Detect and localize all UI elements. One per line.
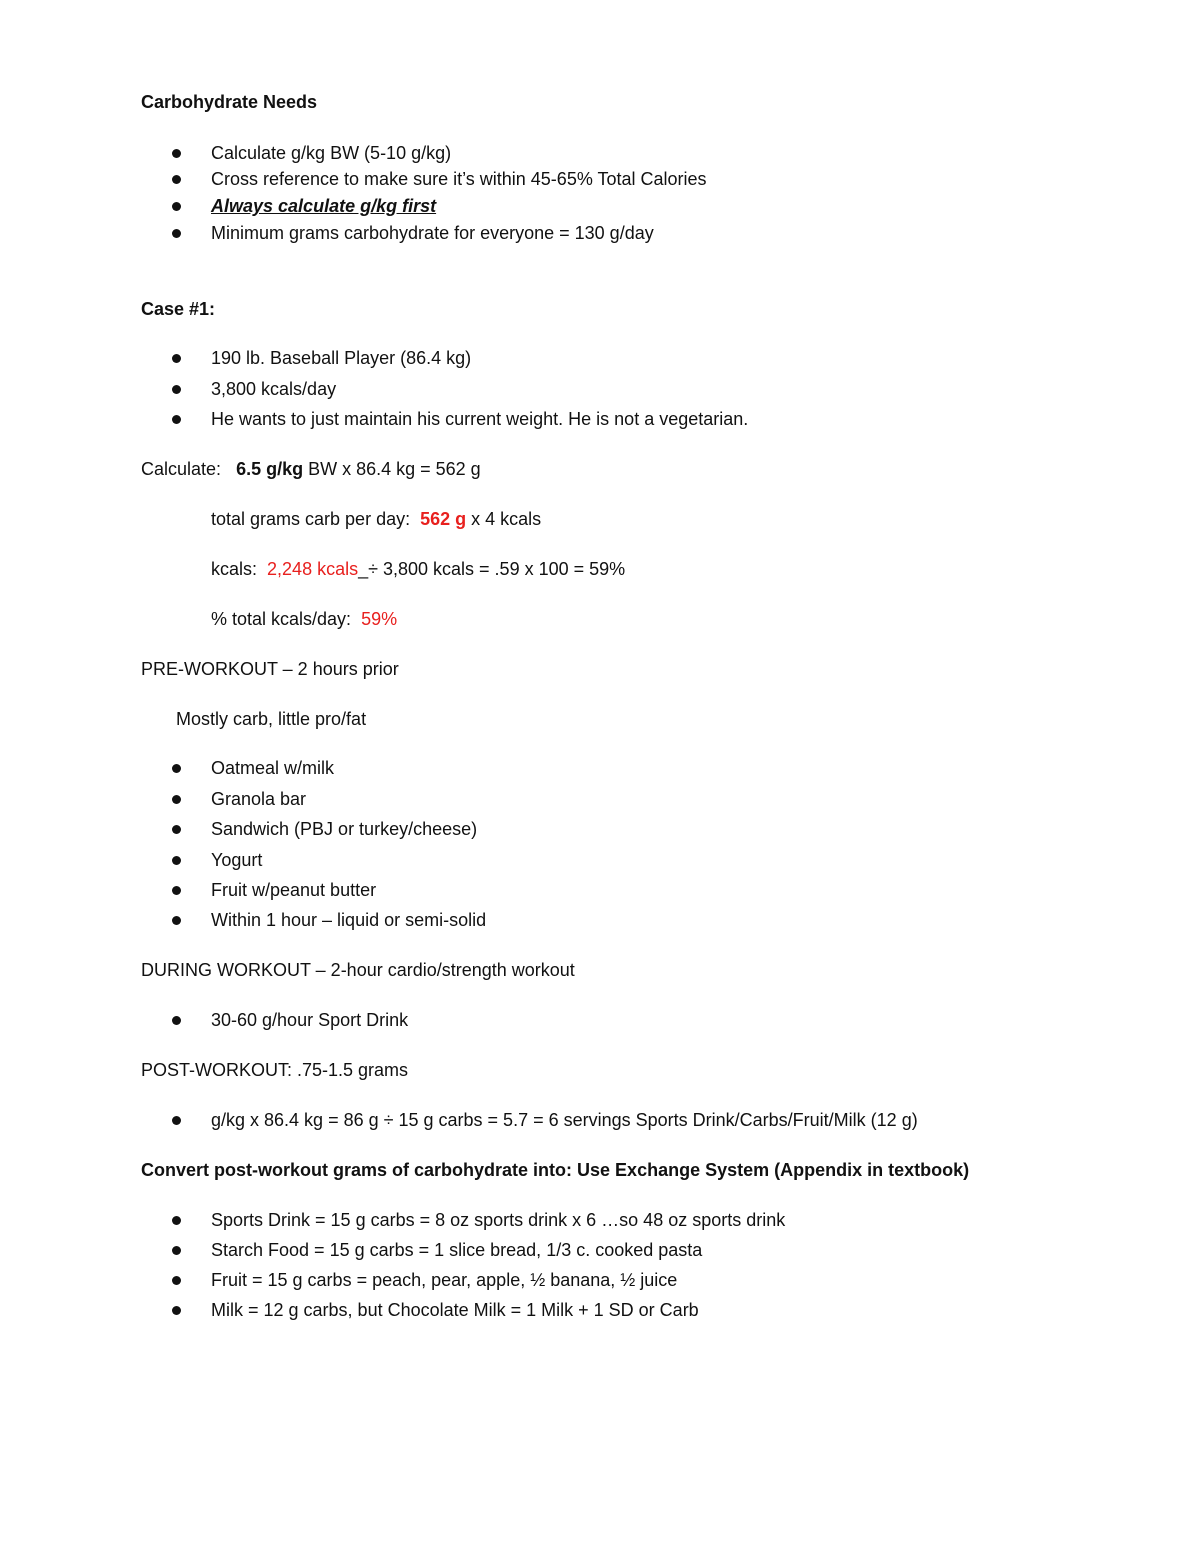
- pre-workout-heading: PRE-WORKOUT – 2 hours prior: [141, 659, 399, 679]
- grams-rest: x 4 kcals: [466, 509, 542, 529]
- pre-workout-sub: Mostly carb, little pro/fat: [176, 709, 367, 729]
- during-workout-heading: DURING WORKOUT – 2-hour cardio/strength workout: [141, 960, 575, 980]
- bullet-icon: [172, 1216, 181, 1225]
- list-item: Minimum grams carbohydrate for everyone = 130 g/day: [211, 223, 654, 243]
- grams-value: 562 g: [420, 509, 467, 529]
- list-item: He wants to just maintain his current weight. He is not a vegetarian.: [211, 409, 749, 429]
- list-item: 30-60 g/hour Sport Drink: [211, 1010, 409, 1030]
- percent-line: [211, 608, 397, 630]
- list-item: Fruit = 15 g carbs = peach, pear, apple, ½ banana, ½ juice: [211, 1270, 678, 1290]
- list-item: Oatmeal w/milk: [211, 758, 335, 778]
- bullet-icon: [172, 175, 181, 184]
- kcals-line: [211, 558, 625, 580]
- list-item: g/kg x 86.4 kg = 86 g ÷ 15 g carbs = 5.7 = 6 servings Sports Drink/Carbs/Fruit/Milk (12 g): [211, 1110, 918, 1130]
- bullet-icon: [172, 886, 181, 895]
- bullet-icon: [172, 1246, 181, 1255]
- list-item: Granola bar: [211, 789, 307, 809]
- kcals-label: kcals:: [211, 559, 258, 579]
- section-heading: Carbohydrate Needs: [141, 92, 318, 112]
- case-title: Case #1:: [141, 299, 216, 319]
- convert-heading: Convert post-workout grams of carbohydrate into: Use Exchange System (Appendix in textbook): [141, 1160, 970, 1180]
- list-item: Fruit w/peanut butter: [211, 880, 377, 900]
- percent-label: % total kcals/day:: [211, 609, 352, 629]
- list-item: Sandwich (PBJ or turkey/cheese): [211, 819, 478, 839]
- bullet-icon: [172, 916, 181, 925]
- calculate-line: [141, 458, 481, 480]
- calculate-ratio: 6.5 g/kg: [236, 459, 304, 479]
- bullet-icon: [172, 825, 181, 834]
- list-item: Calculate g/kg BW (5-10 g/kg): [211, 143, 452, 163]
- percent-value: 59%: [361, 609, 398, 629]
- bullet-icon: [172, 1016, 181, 1025]
- list-item: Within 1 hour – liquid or semi-solid: [211, 910, 487, 930]
- grams-label: total grams carb per day:: [211, 509, 411, 529]
- list-item: 3,800 kcals/day: [211, 379, 337, 399]
- bullet-icon: [172, 202, 181, 211]
- list-item-emphasis: Always calculate g/kg first: [211, 196, 437, 216]
- list-item: Milk = 12 g carbs, but Chocolate Milk = 1 Milk + 1 SD or Carb: [211, 1300, 699, 1320]
- post-workout-heading: POST-WORKOUT: .75-1.5 grams: [141, 1060, 409, 1080]
- calculate-label: Calculate:: [141, 459, 222, 479]
- bullet-icon: [172, 1276, 181, 1285]
- bullet-icon: [172, 1306, 181, 1315]
- bullet-icon: [172, 385, 181, 394]
- list-item: Sports Drink = 15 g carbs = 8 oz sports drink x 6 …so 48 oz sports drink: [211, 1210, 786, 1230]
- bullet-icon: [172, 229, 181, 238]
- bullet-icon: [172, 415, 181, 424]
- list-item: 190 lb. Baseball Player (86.4 kg): [211, 348, 472, 368]
- bullet-icon: [172, 795, 181, 804]
- list-item: Starch Food = 15 g carbs = 1 slice bread, 1/3 c. cooked pasta: [211, 1240, 703, 1260]
- bullet-icon: [172, 1116, 181, 1125]
- list-item: Cross reference to make sure it’s within 45-65% Total Calories: [211, 169, 707, 189]
- bullet-icon: [172, 149, 181, 158]
- calculate-rest: BW x 86.4 kg = 562 g: [303, 459, 481, 479]
- bullet-icon: [172, 764, 181, 773]
- bullet-icon: [172, 856, 181, 865]
- kcals-rest: _÷ 3,800 kcals = .59 x 100 = 59%: [358, 559, 626, 579]
- list-item: Yogurt: [211, 850, 263, 870]
- kcals-value: 2,248 kcals: [267, 559, 359, 579]
- grams-line: [211, 508, 541, 530]
- bullet-icon: [172, 354, 181, 363]
